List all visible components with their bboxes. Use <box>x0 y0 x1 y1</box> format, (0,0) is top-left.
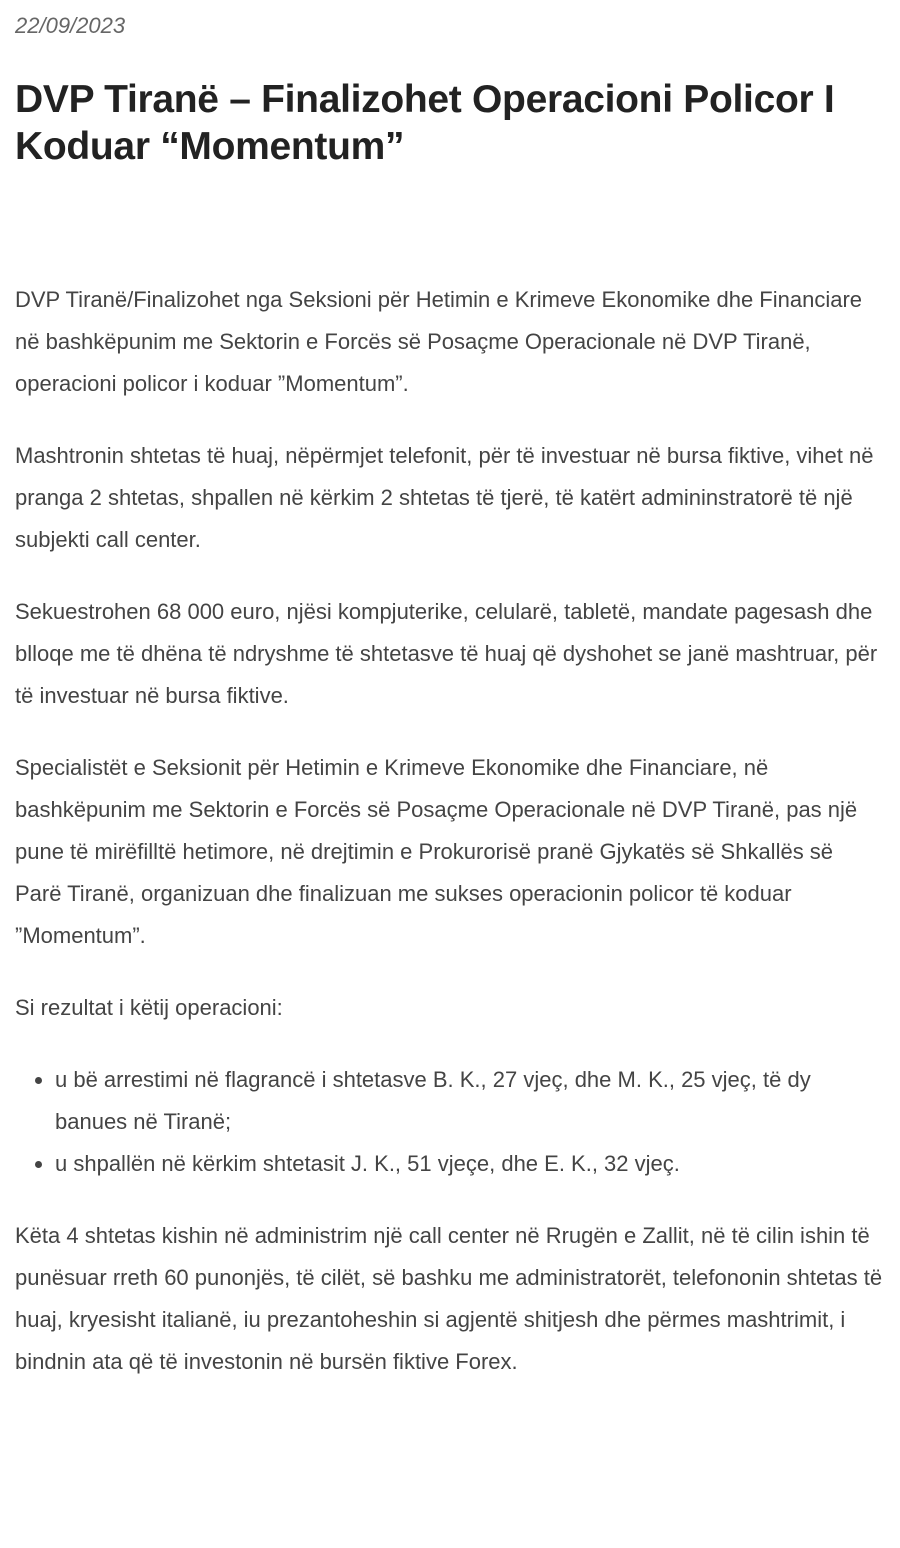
paragraph-5: Si rezultat i këtij operacioni: <box>15 995 283 1020</box>
paragraph-3: Sekuestrohen 68 000 euro, njësi kompjuterike, celularë, tabletë, mandate pagesash dhe blloqe me të dhëna të ndryshme të shtetasve të huaj që dyshohet se janë mashtruar, për të investuar në bursa fiktive. <box>15 599 878 708</box>
paragraph-2: Mashtronin shtetas të huaj, nëpërmjet telefonit, për të investuar në bursa fiktive, vihet në pranga 2 shtetas, shpallen në kërkim 2 shtetas të tjerë, të katërt admininstratorë të një subjekti call center. <box>15 443 874 552</box>
article-date: 22/09/2023 <box>15 13 126 38</box>
list-item: • u bë arrestimi në flagrancë i shtetasve B. K., 27 vjeç, dhe M. K., 25 vjeç, të dy banues në Tiranë; <box>55 1059 885 1143</box>
article-body <box>15 279 885 1383</box>
closing-paragraph: Këta 4 shtetas kishin në administrim një call center në Rrugën e Zallit, në të cilin ishin të punësuar rreth 60 punonjës, të cilët, së bashku me administratorët, telefononin shtetas të huaj, kryesisht italianë, iu prezantoheshin si agjentë shitjesh dhe përmes mashtrimit, i bindnin ata që të investonin në bursën fiktive Forex. <box>15 1223 883 1374</box>
list-item: • u shpallën në kërkim shtetasit J. K., 51 vjeçe, dhe E. K., 32 vjeç. <box>55 1143 885 1185</box>
paragraph-1: DVP Tiranë/Finalizohet nga Seksioni për Hetimin e Krimeve Ekonomike dhe Financiare në bashkëpunim me Sektorin e Forcës së Posaçme Operacionale në DVP Tiranë, operacioni policor i koduar ”Momentum”. <box>15 287 863 396</box>
article-title: DVP Tiranë – Finalizohet Operacioni Policor I Koduar “Momentum” <box>15 78 835 168</box>
paragraph-4: Specialistët e Seksionit për Hetimin e Krimeve Ekonomike dhe Financiare, në bashkëpunim me Sektorin e Forcës së Posaçme Operacionale në DVP Tiranë, pas një pune të mirëfilltë hetimore, në drejtimin e Prokurorisë pranë Gjykatës së Shkallës së Parë Tiranë, organizuan dhe finalizuan me sukses operacionin policor të koduar ”Momentum”. <box>15 755 858 948</box>
results-list <box>15 1059 885 1185</box>
